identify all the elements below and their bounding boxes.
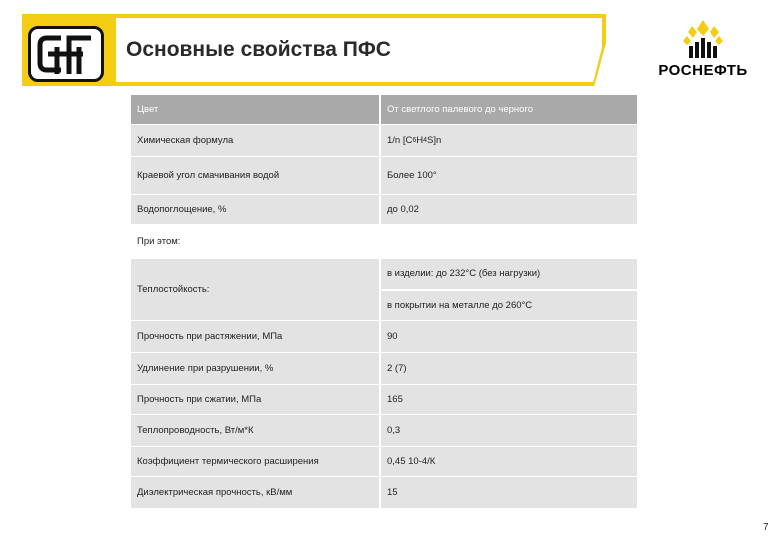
formula-part: H [416, 135, 424, 146]
property-value: Более 100° [379, 157, 637, 194]
property-value [379, 125, 637, 156]
formula-subscript: 6 [412, 137, 417, 144]
property-label: Химическая формула [137, 135, 234, 146]
property-value: 0,45 10-4/К [379, 447, 637, 476]
property-label: Коэффициент термического расширения [137, 456, 319, 467]
formula-subscript: 4 [423, 137, 428, 144]
formula-part: 1/n [C [387, 135, 413, 146]
page-number: 7 [763, 522, 769, 533]
property-label: Теплопроводность, Вт/м*К [137, 425, 254, 436]
table-row [131, 95, 637, 125]
property-value [379, 225, 637, 258]
property-value: до 0,02 [379, 195, 637, 224]
table-row [131, 447, 637, 477]
property-value-group [379, 259, 637, 320]
table-row [131, 415, 637, 447]
property-label: Удлинение при разрушении, % [137, 363, 274, 374]
property-label: Прочность при сжатии, МПа [137, 394, 262, 405]
property-value: От светлого палевого до черного [379, 95, 637, 124]
property-label: Краевой угол смачивания водой [137, 170, 280, 181]
formula-part: S]n [427, 135, 442, 146]
company-logo-icon [31, 29, 101, 79]
table-row [131, 259, 637, 321]
rosneft-wordmark: РОСНЕФТЬ [658, 62, 748, 79]
page-title: Основные свойства ПФС [126, 38, 391, 61]
property-value: 15 [379, 477, 637, 508]
property-value: 90 [379, 321, 637, 352]
property-value: 165 [379, 385, 637, 414]
property-value: 0,3 [379, 415, 637, 446]
property-label: Цвет [137, 104, 159, 115]
property-label: Водопоглощение, % [137, 204, 227, 215]
rosneft-logo [640, 16, 766, 86]
table-row [131, 125, 637, 157]
table-row [131, 385, 637, 415]
table-row [131, 321, 637, 353]
property-value: в покрытии на металле до 260°С [381, 289, 637, 321]
properties-table [131, 95, 637, 509]
company-logo [28, 26, 104, 82]
table-row [131, 195, 637, 225]
rosneft-emblem-icon [640, 16, 766, 62]
property-label: Диэлектрическая прочность, кВ/мм [137, 487, 293, 498]
property-label: При этом: [137, 236, 181, 247]
property-label: Прочность при растяжении, МПа [137, 331, 283, 342]
property-value: 2 (7) [379, 353, 637, 384]
table-row [131, 477, 637, 509]
property-label: Теплостойкость: [137, 284, 210, 295]
table-row [131, 353, 637, 385]
table-row [131, 225, 637, 259]
property-value: в изделии: до 232°С (без нагрузки) [387, 268, 541, 280]
table-row [131, 157, 637, 195]
